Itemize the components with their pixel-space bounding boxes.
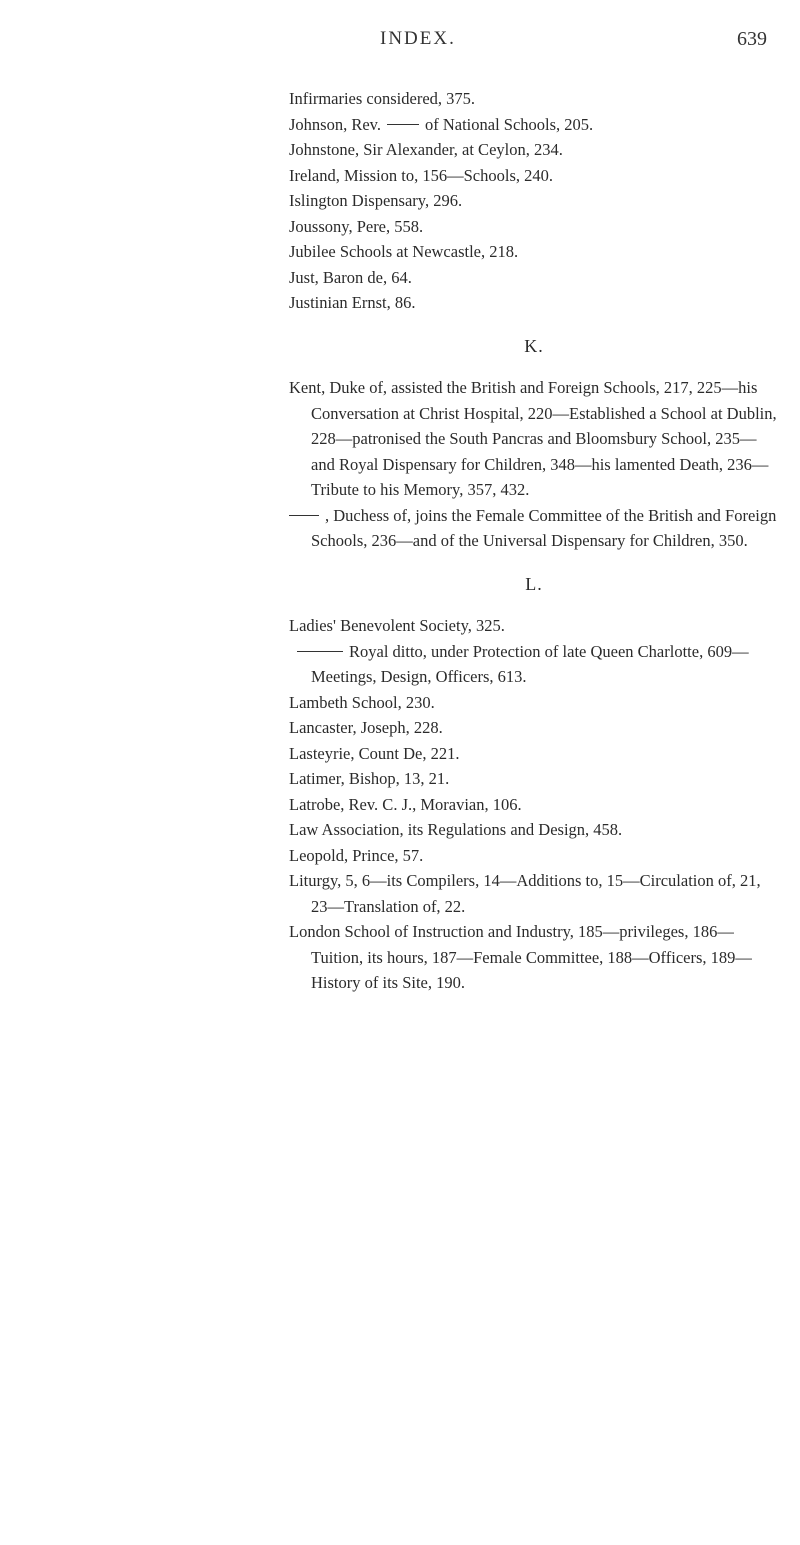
index-entry-royal-ditto <box>289 639 779 690</box>
index-entry-kent-duchess <box>289 503 779 554</box>
index-entry: Just, Baron de, 64. <box>289 267 412 287</box>
index-entry: Johnstone, Sir Alexander, at Ceylon, 234. <box>289 140 563 159</box>
index-entry: Ladies' Benevolent Society, 325. <box>289 616 505 635</box>
index-entry: Justinian Ernst, 86. <box>289 293 416 312</box>
index-entry: Liturgy, 5, 6—its Compilers, 14—Additions to, 15—Circulation of, 21, 23—Translation of, 22. <box>289 871 761 916</box>
letter-heading-k: K. <box>524 335 544 356</box>
entry-name: Johnson, Rev. <box>289 114 381 134</box>
ditto-dash <box>297 651 343 652</box>
index-entry: Latimer, Bishop, 13, 21. <box>289 769 450 788</box>
index-entry: Joussony, Pere, 558. <box>289 216 424 236</box>
index-entry: Lasteyrie, Count De, 221. <box>289 743 460 763</box>
index-entry: Ireland, Mission to, 156—Schools, 240. <box>289 165 553 185</box>
index-entry: Lambeth School, 230. <box>289 692 435 712</box>
entry-text: of National Schools, 205. <box>424 114 594 134</box>
index-entry: Latrobe, Rev. C. J., Moravian, 106. <box>289 794 522 814</box>
index-entry: London School of Instruction and Industry, 185—privileges, 186—Tuition, its hours, 187—Female Committee, 188—Officers, 189—History of its Site, 190. <box>289 922 752 992</box>
index-entry: Leopold, Prince, 57. <box>289 845 424 865</box>
header-title: INDEX. <box>380 28 456 49</box>
ditto-dash <box>387 124 419 125</box>
index-body <box>289 86 779 996</box>
page-number: 639 <box>737 28 767 50</box>
index-entry: Jubilee Schools at Newcastle, 218. <box>289 242 519 261</box>
index-entry: Infirmaries considered, 375. <box>289 89 476 108</box>
index-entry: Islington Dispensary, 296. <box>289 191 463 210</box>
index-entry: Law Association, its Regulations and Design, 458. <box>289 820 623 839</box>
index-entry: Lancaster, Joseph, 228. <box>289 718 443 737</box>
entry-text: Royal ditto, under Protection of late Queen Charlotte, 609—Meetings, Design, Officers, 613. <box>311 641 749 686</box>
index-entry-kent-duke: Kent, Duke of, assisted the British and Foreign Schools, 217, 225—his Conversation at Christ Hospital, 220—Established a School at Dublin, 228—patronised the South Pancras and Bloomsbury School, 235—and Royal Dispensary for Children, 348—his lamented Death, 236—Tribute to his Memory, 357, 432. <box>289 378 777 499</box>
index-entry-johnson <box>289 112 779 138</box>
ditto-dash <box>289 515 319 516</box>
entry-text: , Duchess of, joins the Female Committee of the British and Foreign Schools, 236—and of the Universal Dispensary for Children, 350. <box>311 505 777 550</box>
running-head <box>0 28 800 58</box>
letter-heading-l: L. <box>525 573 543 594</box>
